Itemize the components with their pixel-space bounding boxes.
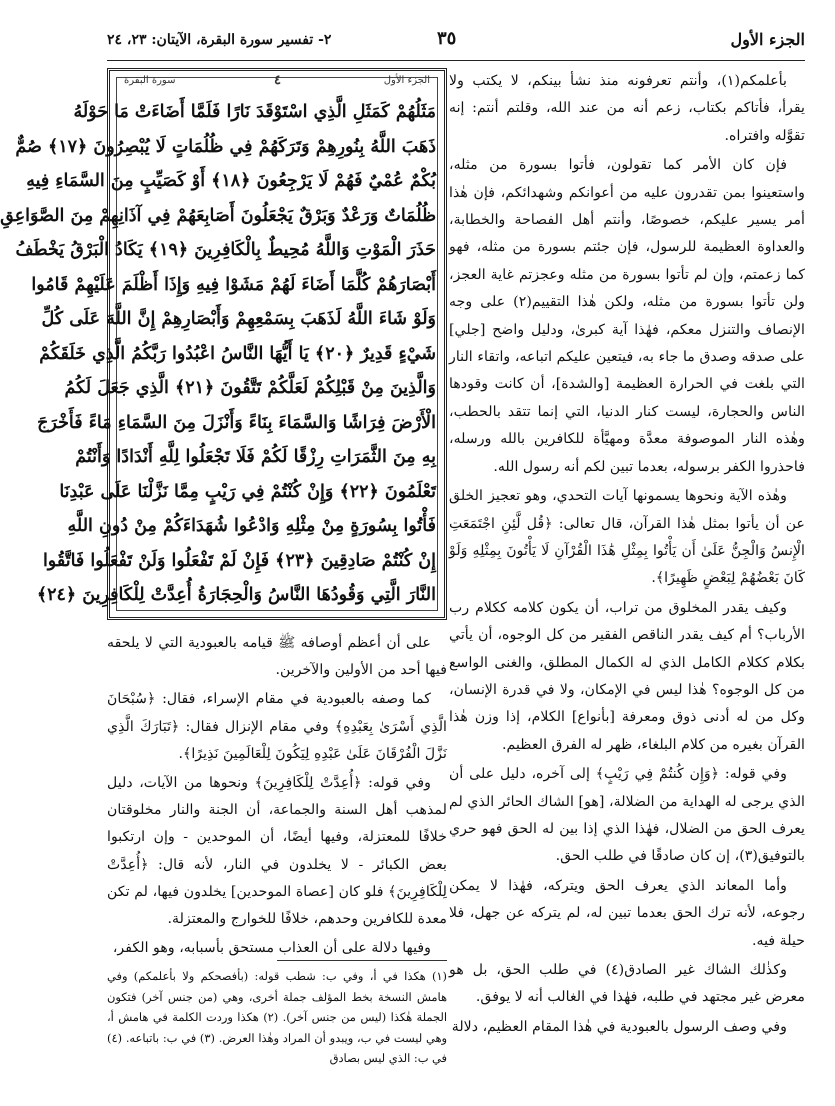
footnotes [107,966,447,1069]
verse-line: إِنْ كُنْتُمْ صَادِقِينَ ﴿٢٣﴾ فَإِنْ لَمْ تَفْعَلُوا وَلَنْ تَفْعَلُوا فَاتَّقُوا [42,550,436,571]
quran-verses [0,95,436,613]
page-number: ٣٥ [437,28,457,49]
paragraph: وكذٰلك الشاك غير الصادق(٤) في طلب الحق، بل هو معرض غير مجتهد في طلبه، فهٰذا في الغالب أنه لا يوفق. [449,962,805,1006]
verse-line: وَلَوْ شَاءَ اللَّهُ لَذَهَبَ بِسَمْعِهِمْ وَأَبْصَارِهِمْ إِنَّ اللَّهَ عَلَى كُلِّ [41,309,436,329]
paragraph: وفيها دلالة على أن العذاب مستحق بأسبابه، وهو الكفر، [112,940,431,957]
mushaf-juz-label: الجزء الأول [383,75,430,86]
paragraph: وفي وصف الرسول بالعبودية في هٰذا المقام العظيم، دلالة [451,1018,787,1035]
footnote-text: (١) هكذا في أ، وفي ب: شطب قوله: (بأفصحكم ولا بأعلمكم) وفي هامش النسخة بخط المؤلف جملة أخرى، وهي (من جنس آخر) فتكون الجملة هٰكذا (ليس من جنس آخر). (٢) هكذا وردت الكلمة في هامش أ، وهي ليست في ب، ويبدو أن المراد وهٰذا العرض. (٣) في ب: باتباعه. (٤) في ب: الذي ليس بصادق [107,969,447,1065]
part-label: الجزء الأول [730,30,805,49]
verse-line: وَالَّذِينَ مِنْ قَبْلِكُمْ لَعَلَّكُمْ تَتَّقُونَ ﴿٢١﴾ الَّذِي جَعَلَ لَكُمُ [64,378,436,398]
paragraph: وأما المعاند الذي يعرف الحق ويتركه، فهٰذا لا يمكن رجوعه، لأنه ترك الحق بعدما تبين له، لم يتركه عن جهل، فلا حيلة فيه. [449,877,805,949]
paragraph: بأعلمكم(١)، وأنتم تعرفونه منذ نشأ بينكم، لا يكتب ولا يقرأ، فأتاكم بكتاب، زعم أنه من عند الله، وقلتم أنتم: إنه تقوَّله وافتراه. [449,73,805,144]
paragraph: فإن كان الأمر كما تقولون، فأتوا بسورة من مثله، واستعينوا بمن تقدرون عليه من أعوانكم وشهدائكم، فإن هٰذا أمر يسير عليكم، خصوصًا، وأنتم أهل الفصاحة والخطابة، والعداوة العظيمة للرسول، فإن جئتم بسورة من مثله، فهو كما زعمتم، وإن لم تأتوا بسورة من مثله وعجزتم غاية العجز، ولن تأتوا بسورة من مثله، ولكن هٰذا التقييم(٢) على وجه الإنصاف والتنزل معكم، فهٰذا آية كبرىٰ، ودليل واضح [جلي] على صدقه وصدق ما جاء به، فيتعين عليكم اتباعه، واتقاء النار التي بلغت في الحرارة العظيمة [والشدة]، أن كانت وقودها الناس والحجارة، ليست كنار الدنيا، التي إنما تتقد بالحطب، وهٰذه النار الموصوفة معدَّة ومهيَّأة للكافرين بالله ورسله، فاحذروا الكفر برسوله، بعدما تبين لكم أنه رسول الله. [449,157,805,475]
running-header [107,28,805,61]
left-text-column [107,630,447,964]
paragraph: على أن أعظم أوصافه ﷺ قيامه بالعبودية التي لا يلحقه فيها أحد من الأولين والآخرين. [107,635,447,679]
verse-line: شَيْءٍ قَدِيرٌ ﴿٢٠﴾ يَا أَيُّهَا النَّاسُ اعْبُدُوا رَبَّكُمُ الَّذِي خَلَقَكُمْ [39,343,436,364]
paragraph: وفي قوله: ﴿أُعِدَّتْ لِلْكَافِرِينَ﴾ ونحوها من الآيات، دليل لمذهب أهل السنة والجماعة، أن الجنة والنار مخلوقتان خلافًا للمعتزلة، وفيها أيضًا، أن الموحدين - وإن ارتكبوا بعض الكبائر - لا يخلدون في النار، لأنه قال: ﴿أُعِدَّتْ لِلْكَافِرِينَ﴾ فلو كان [عصاة الموحدين] يخلدون فيها، لم تكن معدة للكافرين وحدهم، خلافًا للخوارج والمعتزلة. [107,775,447,928]
verse-line: بُكْمٌ عُمْيٌ فَهُمْ لَا يَرْجِعُونَ ﴿١٨﴾ أَوْ كَصَيِّبٍ مِنَ السَّمَاءِ فِيهِ [26,171,436,191]
paragraph: وفي قوله: ﴿وَإِن كُنتُمْ فِي رَيْبٍ﴾ إلى آخره، دليل على أن الذي يرجى له الهداية من الضلالة، [هو] الشاك الحائر الذي لم يعرف الحق من الضلال، فهٰذا الذي إذا بين له الحق فهو حري بالتوفيق(٣)، إن كان صادقًا في طلب الحق. [449,766,805,865]
verse-line: فَأْتُوا بِسُورَةٍ مِنْ مِثْلِهِ وَادْعُوا شُهَدَاءَكُمْ مِنْ دُونِ اللَّهِ [67,516,436,536]
paragraph: وكيف يقدر المخلوق من تراب، أن يكون كلامه ككلام رب الأرباب؟ أم كيف يقدر الناقص الفقير من كل الوجوه، أن يأتي بكلام ككلام الكامل الذي له الكمال المطلق، والغنى الواسع من كل الوجوه؟ هٰذا ليس في الإمكان، ولا في قدرة الإنسان، وكل من له أدنى ذوق ومعرفة [بأنواع] الكلام، إذا وزن هٰذا القرآن بغيره من كلام البلغاء، ظهر له الفرق العظيم. [449,599,805,753]
paragraph: كما وصفه بالعبودية في مقام الإسراء، فقال: ﴿سُبْحَانَ الَّذِي أَسْرَىٰ بِعَبْدِهِ﴾ وفي مقام الإنزال فقال: ﴿تَبَارَكَ الَّذِي نَزَّلَ الْفُرْقَانَ عَلَىٰ عَبْدِهِ لِيَكُونَ لِلْعَالَمِينَ نَذِيرًا﴾. [107,691,447,762]
verse-line: مَثَلُهُمْ كَمَثَلِ الَّذِي اسْتَوْقَدَ نَارًا فَلَمَّا أَضَاءَتْ مَا حَوْلَهُ [73,102,436,122]
verse-line: ذَهَبَ اللَّهُ بِنُورِهِمْ وَتَرَكَهُمْ فِي ظُلُمَاتٍ لَا يُبْصِرُونَ ﴿١٧﴾ صُمٌّ [15,136,436,157]
mushaf-page-number: ٤ [274,73,281,88]
verse-line: الْأَرْضَ فِرَاشًا وَالسَّمَاءَ بِنَاءً وَأَنْزَلَ مِنَ السَّمَاءِ مَاءً فَأَخْرَجَ [37,412,436,433]
verse-line: حَذَرَ الْمَوْتِ وَاللَّهُ مُحِيطٌ بِالْكَافِرِينَ ﴿١٩﴾ يَكَادُ الْبَرْقُ يَخْطَفُ [15,240,436,260]
verse-line: بِهِ مِنَ الثَّمَرَاتِ رِزْقًا لَكُمْ فَلَا تَجْعَلُوا لِلَّهِ أَنْدَادًا وَأَنْتُمْ [75,447,436,467]
verse-line: ظُلُمَاتٌ وَرَعْدٌ وَبَرْقٌ يَجْعَلُونَ أَصَابِعَهُمْ فِي آذَانِهِمْ مِنَ الصَّوَاعِقِ [0,205,436,226]
paragraph: وهٰذه الآية ونحوها يسمونها آيات التحدي، وهو تعجيز الخلق عن أن يأتوا بمثل هٰذا القرآن، قال تعالى: ﴿قُل لَّئِنِ اجْتَمَعَتِ الْإِنسُ وَالْجِنُّ عَلَىٰ أَن يَأْتُوا بِمِثْلِ هَٰذَا الْقُرْآنِ لَا يَأْتُونَ بِمِثْلِهِ وَلَوْ كَانَ بَعْضُهُمْ لِبَعْضٍ ظَهِيرًا﴾. [449,488,805,587]
mushaf-surah-label: سورة البقرة [124,75,176,86]
right-text-column [449,68,805,1098]
verse-line: النَّارَ الَّتِي وَقُودُهَا النَّاسُ وَالْحِجَارَةُ أُعِدَّتْ لِلْكَافِرِينَ ﴿٢٤﴾ [36,585,436,605]
section-title: ٢- تفسير سورة البقرة، الآيتان: ٢٣، ٢٤ [107,32,332,48]
footnote-divider [277,960,447,961]
verse-line: أَبْصَارَهُمْ كُلَّمَا أَضَاءَ لَهُمْ مَشَوْا فِيهِ وَإِذَا أَظْلَمَ عَلَيْهِمْ قَامُوا [31,274,436,295]
quran-page-frame [0,68,447,620]
mushaf-header [116,73,438,91]
verse-line: تَعْلَمُونَ ﴿٢٢﴾ وَإِنْ كُنْتُمْ فِي رَيْبٍ مِمَّا نَزَّلْنَا عَلَى عَبْدِنَا [59,481,436,502]
